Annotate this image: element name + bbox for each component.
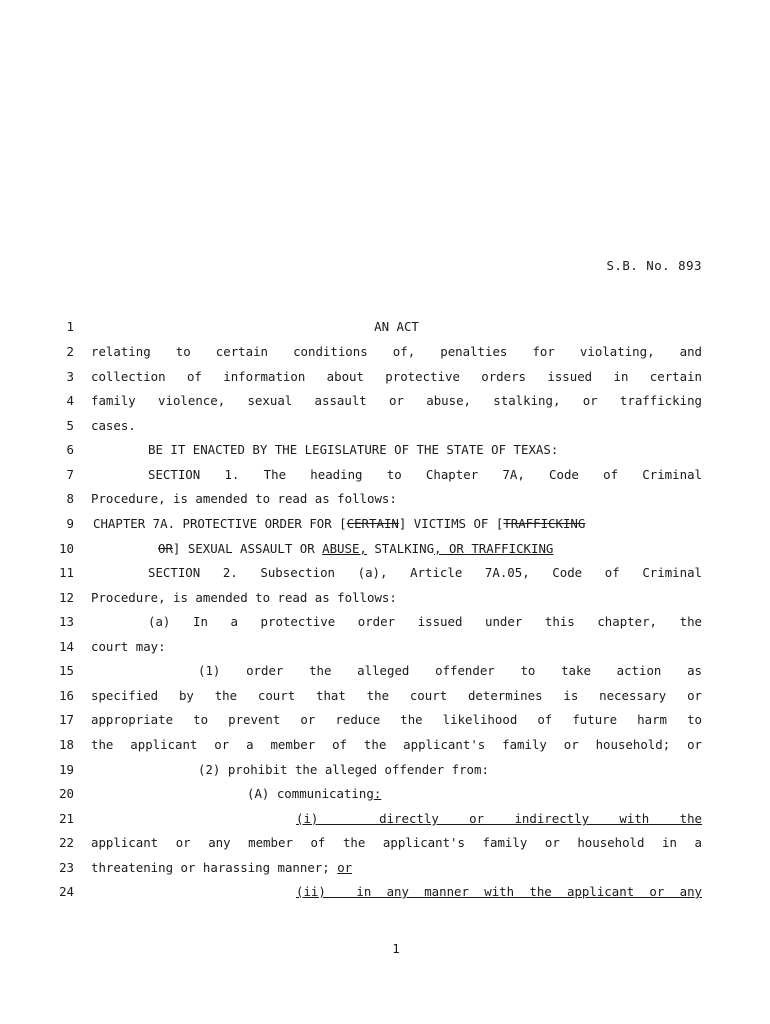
line-text: Procedure, is amended to read as follows: xyxy=(91,491,397,506)
line-text: court may: xyxy=(91,639,166,654)
struck-text: CERTAIN xyxy=(346,516,399,531)
line-number: 10 xyxy=(59,541,74,556)
line-text: appropriate to prevent or reduce the likelihood of future harm to xyxy=(91,712,702,727)
section-heading: SECTION 2. Subsection (a), Article 7A.05, Code of Criminal xyxy=(148,565,702,580)
line-text: (2) prohibit the alleged offender from: xyxy=(198,762,489,777)
line-text: specified by the court that the court determines is necessary or xyxy=(91,688,702,703)
line-text: Procedure, is amended to read as follows: xyxy=(91,590,397,605)
line-number: 9 xyxy=(66,516,74,531)
act-title: AN ACT xyxy=(374,319,419,334)
text-line xyxy=(0,317,770,337)
section-heading: SECTION 1. The heading to Chapter 7A, Code of Criminal xyxy=(148,467,702,482)
line-number: 8 xyxy=(66,491,74,506)
line-text: CHAPTER 7A. PROTECTIVE ORDER FOR [ xyxy=(93,516,347,531)
chapter-heading xyxy=(93,514,704,534)
line-text: ] VICTIMS OF [ xyxy=(398,516,504,531)
line-number: 1 xyxy=(66,319,74,334)
line-number: 5 xyxy=(66,418,74,433)
line-number: 19 xyxy=(59,762,74,777)
text-line xyxy=(0,514,770,534)
text-line xyxy=(0,416,770,436)
line-text xyxy=(91,858,702,878)
line-text xyxy=(91,784,702,804)
line-number: 21 xyxy=(59,811,74,826)
line-text: the applicant or a member of the applicant's family or household; or xyxy=(91,737,702,752)
line-text: collection of information about protective orders issued in certain xyxy=(91,369,702,384)
text-line xyxy=(0,858,770,878)
text-line xyxy=(0,686,770,706)
line-number: 17 xyxy=(59,712,74,727)
line-text: (a) In a protective order issued under this chapter, the xyxy=(148,614,702,629)
line-number: 22 xyxy=(59,835,74,850)
line-number: 14 xyxy=(59,639,74,654)
text-line xyxy=(0,833,770,853)
inserted-text: : xyxy=(373,786,382,801)
line-number: 13 xyxy=(59,614,74,629)
text-line xyxy=(0,882,770,902)
struck-text: OR xyxy=(158,541,173,556)
line-number: 6 xyxy=(66,442,74,457)
line-number: 3 xyxy=(66,369,74,384)
line-number: 4 xyxy=(66,393,74,408)
enacting-clause: BE IT ENACTED BY THE LEGISLATURE OF THE STATE OF TEXAS: xyxy=(148,442,559,457)
text-line xyxy=(0,342,770,362)
text-line xyxy=(0,661,770,681)
bill-number: S.B. No. 893 xyxy=(606,258,702,273)
line-text: cases. xyxy=(91,418,136,433)
chapter-heading xyxy=(91,539,702,559)
line-text: relating to certain conditions of, penalties for violating, and xyxy=(91,344,702,359)
page-number: 1 xyxy=(392,941,400,956)
line-text xyxy=(91,809,702,829)
line-number: 20 xyxy=(59,786,74,801)
inserted-text: (i) xyxy=(296,811,319,826)
text-line xyxy=(0,440,770,460)
line-text: (1) order the alleged offender to take action as xyxy=(198,663,702,678)
struck-text: TRAFFICKING xyxy=(503,516,586,531)
line-text: STALKING xyxy=(366,541,435,556)
line-number: 15 xyxy=(59,663,74,678)
line-number: 16 xyxy=(59,688,74,703)
line-text: family violence, sexual assault or abuse, stalking, or trafficking xyxy=(91,393,702,408)
line-text: threatening or harassing manner; xyxy=(91,860,338,875)
text-line xyxy=(0,809,770,829)
text-line xyxy=(0,710,770,730)
inserted-text: , OR TRAFFICKING xyxy=(434,541,554,556)
inserted-text: or xyxy=(337,860,353,875)
inserted-text: (ii) in any manner with the applicant or any xyxy=(296,884,702,899)
line-number: 2 xyxy=(66,344,74,359)
line-text: ] SEXUAL ASSAULT OR xyxy=(172,541,323,556)
inserted-text: directly or indirectly with the xyxy=(318,811,702,826)
text-line xyxy=(0,391,770,411)
text-line xyxy=(0,367,770,387)
text-line xyxy=(0,539,770,559)
text-line xyxy=(0,735,770,755)
text-line xyxy=(0,489,770,509)
line-number: 23 xyxy=(59,860,74,875)
text-line xyxy=(0,612,770,632)
line-number: 11 xyxy=(59,565,74,580)
line-text: (A) communicating xyxy=(247,786,374,801)
line-number: 24 xyxy=(59,884,74,899)
text-line xyxy=(0,760,770,780)
text-line xyxy=(0,563,770,583)
text-line xyxy=(0,784,770,804)
text-line xyxy=(0,637,770,657)
line-text: applicant or any member of the applicant's family or household in a xyxy=(91,835,702,850)
inserted-text: ABUSE, xyxy=(322,541,367,556)
text-line xyxy=(0,465,770,485)
line-number: 18 xyxy=(59,737,74,752)
line-number: 7 xyxy=(66,467,74,482)
text-line xyxy=(0,588,770,608)
line-number: 12 xyxy=(59,590,74,605)
